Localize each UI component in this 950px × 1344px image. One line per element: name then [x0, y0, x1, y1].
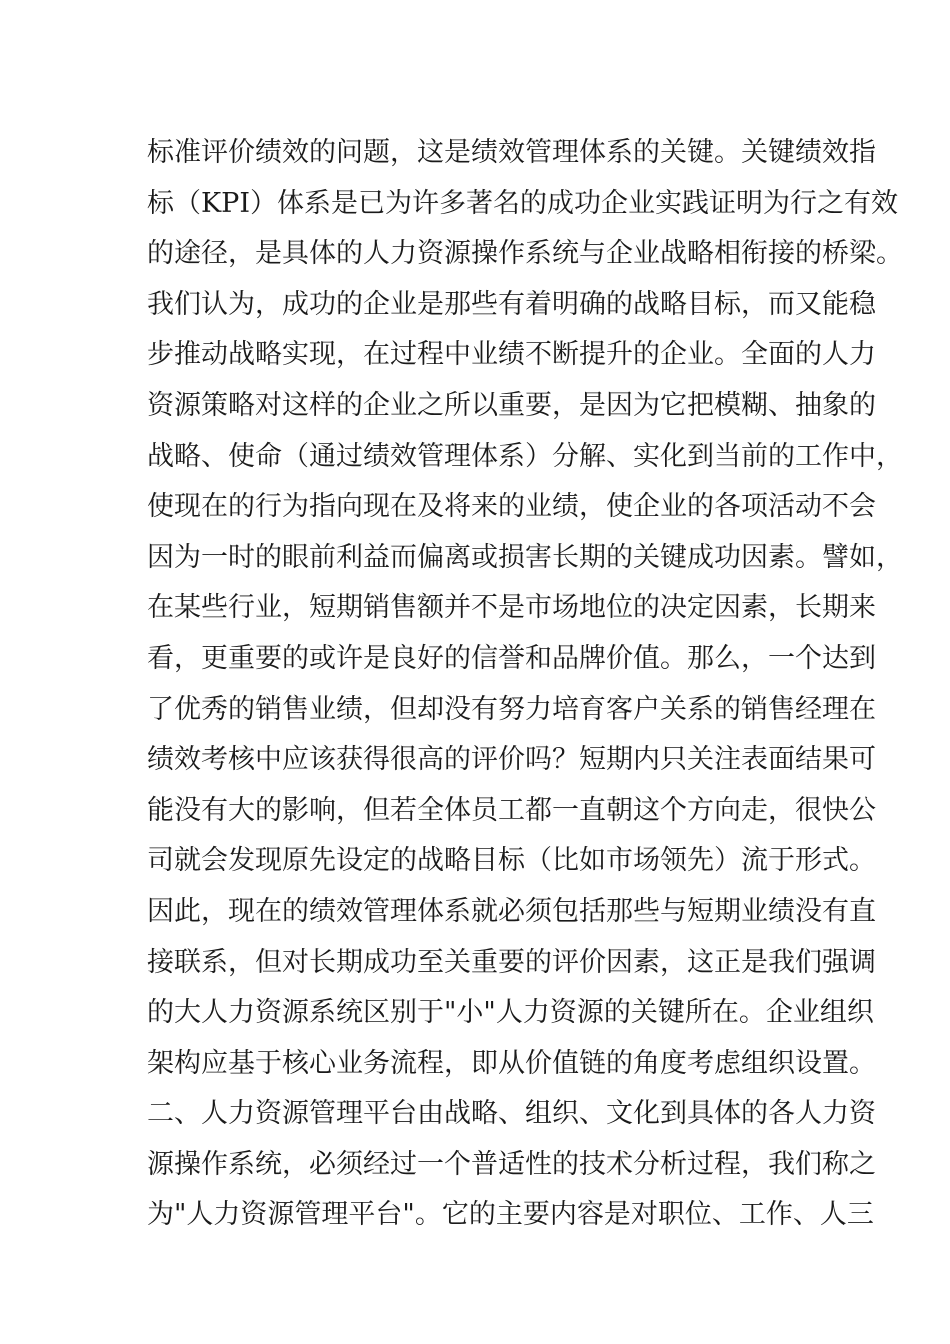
text-line: 资源策略对这样的企业之所以重要，是因为它把模糊、抽象的: [147, 389, 876, 421]
text-line: 步推动战略实现，在过程中业绩不断提升的企业。全面的人力: [147, 339, 876, 371]
text-line: 因此，现在的绩效管理体系就必须包括那些与短期业绩没有直: [147, 895, 876, 927]
text-line: 为"人力资源管理平台"。它的主要内容是对职位、工作、人三: [147, 1199, 874, 1231]
text-line: 二、人力资源管理平台由战略、组织、文化到具体的各人力资: [147, 1098, 876, 1130]
text-line: 使现在的行为指向现在及将来的业绩，使企业的各项活动不会: [147, 491, 876, 523]
text-line: 标（KPI）体系是已为许多著名的成功企业实践证明为行之有效: [147, 187, 899, 219]
text-line: 架构应基于核心业务流程，即从价值链的角度考虑组织设置。: [147, 1047, 876, 1079]
text-line: 标准评价绩效的问题，这是绩效管理体系的关键。关键绩效指: [147, 137, 876, 168]
text-line: 接联系，但对长期成功至关重要的评价因素，这正是我们强调: [147, 946, 876, 978]
text-line: 的途径，是具体的人力资源操作系统与企业战略相衔接的桥梁。: [147, 238, 903, 270]
text-line: 战略、使命（通过绩效管理体系）分解、实化到当前的工作中，: [147, 440, 903, 472]
text-line: 源操作系统，必须经过一个普适性的技术分析过程，我们称之: [147, 1148, 876, 1180]
text-line: 了优秀的销售业绩，但却没有努力培育客户关系的销售经理在: [147, 693, 876, 725]
text-line: 司就会发现原先设定的战略目标（比如市场领先）流于形式。: [147, 845, 876, 877]
text-line: 在某些行业，短期销售额并不是市场地位的决定因素，长期来: [147, 592, 876, 624]
body-text: [147, 128, 903, 1241]
text-line: 的大人力资源系统区别于"小"人力资源的关键所在。企业组织: [147, 997, 874, 1029]
text-line: 我们认为，成功的企业是那些有着明确的战略目标，而又能稳: [147, 288, 876, 320]
text-line: 能没有大的影响，但若全体员工都一直朝这个方向走，很快公: [147, 794, 876, 826]
text-line: 看，更重要的或许是良好的信誉和品牌价值。那么，一个达到: [147, 642, 876, 674]
text-line: 因为一时的眼前利益而偏离或损害长期的关键成功因素。譬如，: [147, 541, 903, 573]
text-line: 绩效考核中应该获得很高的评价吗？短期内只关注表面结果可: [147, 744, 876, 776]
